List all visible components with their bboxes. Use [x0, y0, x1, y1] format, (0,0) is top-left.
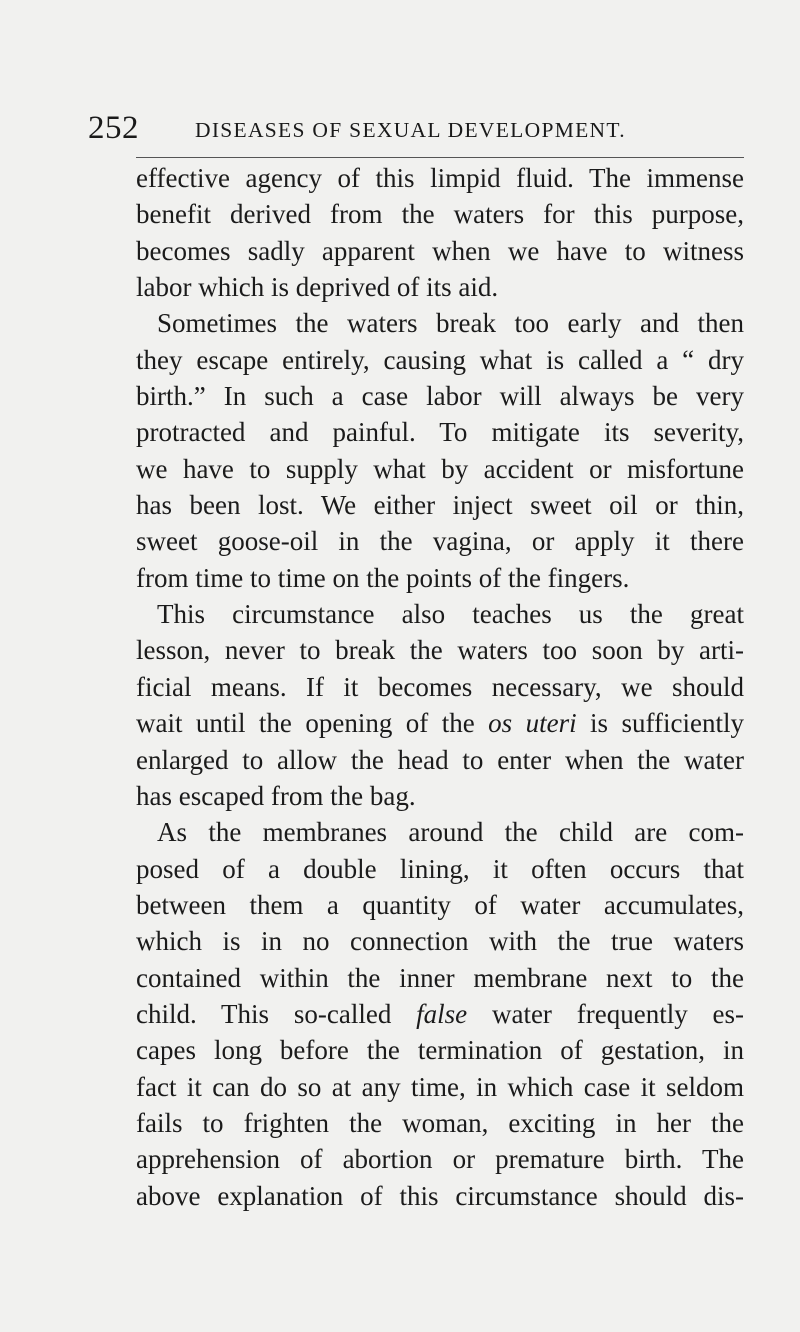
text-segment: water frequently es- — [467, 998, 744, 1029]
text-line: contained within the inner membrane next to the — [136, 962, 744, 993]
text-line: benefit derived from the waters for this purpose, — [136, 199, 744, 230]
italic-term: os uteri — [488, 708, 577, 739]
body-text — [136, 160, 744, 1214]
text-line: they escape entirely, causing what is called a “ dry — [136, 344, 744, 375]
text-line: posed of a double lining, it often occurs that — [136, 853, 744, 884]
text-line: we have to supply what by accident or misfortune — [136, 453, 744, 484]
text-line: becomes sadly apparent when we have to witness — [136, 235, 744, 266]
running-head — [88, 108, 778, 148]
text-line — [136, 705, 744, 741]
text-line: protracted and painful. To mitigate its severity, — [136, 417, 744, 448]
text-line: This circumstance also teaches us the great — [157, 599, 744, 630]
italic-term: false — [416, 998, 468, 1029]
text-line: capes long before the termination of gestation, in — [136, 1035, 744, 1066]
header-rule — [136, 157, 744, 158]
text-line: As the membranes around the child are com- — [157, 817, 744, 848]
text-line: birth.” In such a case labor will always be very — [136, 381, 744, 412]
text-line: has been lost. We either inject sweet oil or thin, — [136, 490, 744, 521]
text-segment: child. This so-called — [136, 998, 417, 1029]
running-title: DISEASES OF SEXUAL DEVELOPMENT. — [195, 118, 626, 142]
text-line: lesson, never to break the waters too soon by arti- — [136, 635, 744, 666]
text-line: enlarged to allow the head to enter when the water — [136, 744, 744, 775]
text-line: effective agency of this limpid fluid. The immense — [136, 163, 744, 193]
text-line: which is in no connection with the true waters — [136, 926, 744, 957]
text-segment: is sufficiently — [576, 708, 744, 739]
text-segment: wait until the opening of the — [136, 708, 489, 739]
text-line: Sometimes the waters break too early and then — [157, 308, 744, 339]
text-line: fact it can do so at any time, in which case it seldom — [136, 1071, 744, 1102]
text-line: above explanation of this circumstance should dis- — [136, 1180, 744, 1211]
text-line: fails to frighten the woman, exciting in her the — [136, 1107, 744, 1138]
text-line: labor which is deprived of its aid. — [136, 272, 499, 303]
text-line: sweet goose-oil in the vagina, or apply it there — [136, 526, 744, 557]
text-line: from time to time on the points of the fingers. — [136, 562, 630, 593]
text-line — [136, 996, 744, 1032]
text-line: has escaped from the bag. — [136, 780, 416, 811]
page-number: 252 — [88, 110, 139, 146]
text-line: apprehension of abortion or premature birth. The — [136, 1144, 744, 1175]
text-line: ficial means. If it becomes necessary, we should — [136, 671, 744, 702]
text-line: between them a quantity of water accumulates, — [136, 889, 744, 920]
